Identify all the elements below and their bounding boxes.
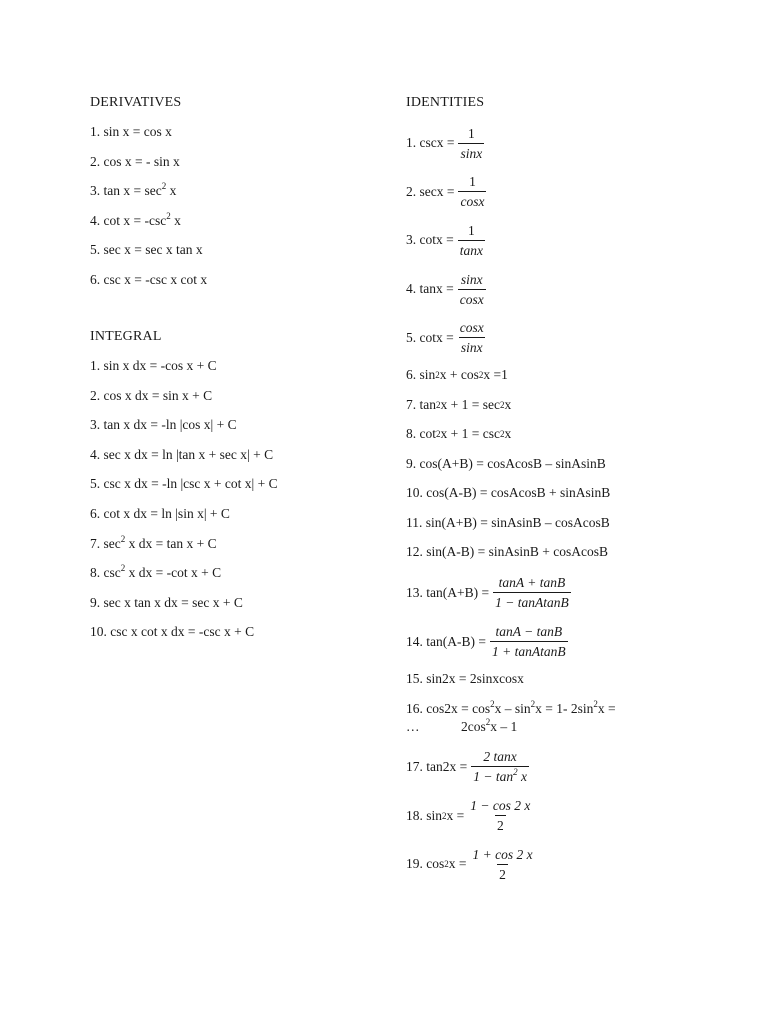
integral-heading: INTEGRAL [90,328,162,344]
integral-formula [90,357,390,375]
derivative-formula [90,212,390,230]
derivative-formula-text: 6. csc x = -csc x cot x [90,271,208,287]
identity-19-numerator: 1 + cos 2 x [472,846,533,862]
identity-19-fraction [471,846,535,883]
integral-formula [90,594,390,612]
identity-2-numerator: 1 [469,174,476,190]
identity-9: 9. cos(A+B) = cosAcosB – sinAsinB [406,455,606,471]
identity-16-line-2 [406,718,756,736]
derivatives-list [90,123,390,289]
integral-formula [90,505,390,523]
integral-formula-text: 6. cot x dx = ln |sin x| + C [90,505,230,521]
identity-1-numerator: 1 [467,125,475,141]
derivative-formula-text: 2. cos x = - sin x [90,153,180,169]
identity-17-fraction [471,748,529,785]
integral-formula-exponent: 2 [120,563,126,574]
identity-5-fraction [458,319,486,356]
integral-formula [90,446,390,464]
identity-5-denominator: sinx [459,337,485,356]
identity-16-exponent: 2 [593,698,598,709]
identity-16-text: 2cos [461,718,486,734]
identity-17-denominator-text: 1 − tan [473,769,514,785]
identity-18-denominator: 2 [495,815,506,834]
identity-10: 10. cos(A-B) = cosAcosB + sinAsinB [406,485,611,501]
identity-16 [406,700,756,736]
identity-14-fraction [490,623,568,660]
identity-4 [406,269,756,309]
derivative-formula [90,271,390,289]
identity-19-text: x = [448,856,467,872]
identity-17-denominator-text: x [517,769,527,785]
identity-5-numerator: cosx [459,320,484,336]
derivative-formula-text: 1. sin x = cos x [90,124,172,139]
identity-16-text: x – sin [494,700,531,716]
identity-17-label: 17. tan2x = [406,758,468,774]
identity-16-line-1 [406,700,756,718]
identities-heading: IDENTITIES [406,95,485,110]
integral-formula [90,416,390,434]
integral-formula-text: x dx = tan x + C [125,535,217,551]
identity-13 [406,573,756,613]
identity-15: 15. sin2x = 2sinxcosx [406,671,524,687]
identity-16-exponent: 2 [490,698,495,709]
identity-18: 18. sin 2 x = $\frac{1 - \cos 2 x}{2}$ [406,798,531,833]
identity-13-fraction [493,574,571,611]
identity-5 [406,318,756,358]
identity-16-text: 16. cos2x = cos [406,700,491,716]
identity-8-text: 8. cot [406,426,436,442]
integral-formula [90,535,390,553]
identity-7-text: 7. tan [406,396,436,412]
integral-list [90,357,390,641]
identity-14-label: 14. tan(A-B) = [406,633,486,649]
identity-14-denominator: 1 + tanAtanB [490,641,568,660]
identity-7-text: x [504,396,512,412]
identity-17 [406,747,756,787]
identity-3-denominator: tanx [458,240,485,259]
integral-formula-text: 9. sec x tan x dx = sec x + C [90,594,243,610]
identity-2-denominator: cosx [458,191,486,210]
identity-16-text: x = [597,700,616,716]
identity-6: 6. sin 2 x + cos 2 x =1 [406,367,508,383]
derivative-formula-text: x [166,183,177,199]
identity-16-exponent: 2 [530,698,536,709]
identity-1-fraction [458,125,484,162]
derivative-formula [90,182,390,200]
identity-1-denominator: sinx [458,143,484,162]
derivative-formula-text: 5. sec x = sec x tan x [90,242,203,258]
integral-formula-text: 5. csc x dx = -ln |csc x + cot x| + C [90,476,278,492]
identity-7: 7. tan 2 x + 1 = sec 2 x [406,396,512,412]
identity-13-label: 13. tan(A+B) = [406,584,490,600]
integral-formula-text: 4. sec x dx = ln |tan x + sec x| + C [90,446,274,462]
identity-13-numerator: tanA + tanB [498,575,566,591]
derivative-formula [90,123,390,141]
derivative-formula-text: x [170,212,181,228]
integral-formula [90,387,390,405]
identity-4-numerator: sinx [460,271,483,287]
identity-8-text: x [504,426,512,442]
identity-2-label: 2. secx = [406,183,455,199]
left-column [90,94,390,653]
right-column [406,94,756,893]
identity-8-text: x + 1 = csc [440,426,500,442]
integral-formula-text: 8. csc [90,565,121,581]
identity-18-fraction [468,797,532,834]
derivative-formula [90,241,390,259]
identity-4-denominator: cosx [458,289,486,308]
identity-17-denominator [471,766,529,785]
identity-1 [406,123,756,163]
identity-4-label: 4. tanx = [406,281,454,297]
derivative-formula-text: 4. cot x = -csc [90,212,167,228]
identity-2-fraction [458,173,486,210]
identity-13-denominator: 1 − tanAtanB [493,592,571,611]
identity-18-text: 18. sin [406,807,443,823]
identity-11: 11. sin(A+B) = sinAsinB – cosAcosB [406,514,610,530]
identity-5-label: 5. cotx = [406,329,454,345]
ellipsis: … [406,718,420,734]
derivatives-heading: DERIVATIVES [90,95,182,110]
identity-1-label: 1. cscx = [406,135,455,150]
integral-formula-text: 1. sin x dx = -cos x + C [90,357,217,373]
identity-7-text: x + 1 = sec [440,396,500,412]
identity-18-numerator: 1 − cos 2 x [470,798,531,813]
integral-formula-text: x dx = -cot x + C [125,565,222,581]
derivative-formula-text: 3. tan x = sec [90,183,162,199]
identity-16-text: x – 1 [490,718,518,734]
integral-formula-text: 7. sec [90,535,121,551]
identity-3-numerator: 1 [467,222,475,238]
identity-4-fraction [458,271,486,308]
identity-6-text: x =1 [483,367,508,383]
identity-17-exponent: 2 [513,767,518,778]
identity-19: 19. cos 2 x = $\frac{1 + \cos 2 x}{2}$ [406,846,533,882]
integral-formula-text: 2. cos x dx = sin x + C [90,387,213,403]
identity-14-numerator: tanA − tanB [495,624,563,640]
identity-12: 12. sin(A-B) = sinAsinB + cosAcosB [406,544,608,560]
identity-16-text: x = 1- 2sin [535,700,594,716]
identity-3 [406,220,756,260]
integral-formula [90,623,390,641]
identity-19-denominator: 2 [497,864,508,883]
identity-2 [406,172,756,212]
integral-formula-exponent: 2 [120,533,126,544]
integral-formula [90,475,390,493]
identity-18-text: x = [446,807,465,823]
integral-formula-text: 3. tan x dx = -ln |cos x| + C [90,417,237,433]
identity-3-label: 3. cotx = [406,232,454,248]
identity-8: 8. cot 2 x + 1 = csc 2 x [406,426,512,442]
derivative-formula [90,153,390,171]
derivative-formula-exponent: 2 [166,210,171,221]
identity-14 [406,622,756,662]
derivative-formula-exponent: 2 [161,181,167,192]
identity-6-text: 6. sin [406,367,436,383]
identity-3-fraction [458,222,485,259]
identity-19-text: 19. cos [406,856,445,872]
identity-17-numerator: 2 tanx [483,749,517,765]
identity-16-exponent: 2 [485,716,491,727]
integral-formula [90,564,390,582]
integral-formula-text: 10. csc x cot x dx = -csc x + C [90,624,255,640]
identity-6-text: x + cos [439,367,479,383]
